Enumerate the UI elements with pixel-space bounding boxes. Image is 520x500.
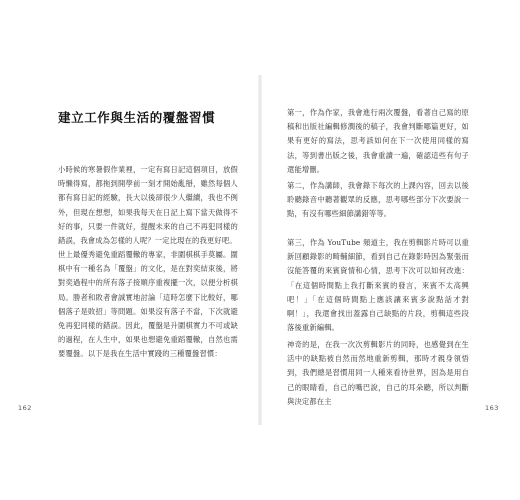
body-paragraph: 第三，作為 YouTube 頻道主，我在剪輯影片時可以重新回顧錄影的畸輔細節，看到自己在錄影時因為緊張而沒能答覆的來賓資情和心情，思考下次可以如何改進：「在這個時間點上我打斷來賓的發言，來賓不太高興吧！」「在這個時間點上應該讓來賓多說點話才對啊！」，我還會找出蓋露自己缺點的片段，剪輯這些段落後重新編輯。 [287,238,469,333]
body-paragraph: 第一，作為作家，我會進行兩次覆盤，看著自己寫的原稿和出版社編輯修潤後的稿子，我會判斷哪篇更好，如果有更好的寫法，思考該如何在下一次使用同樣的寫法，等到書出版之後，我會重讀一遍，確認這些有句子還能增刪。 [287,108,469,174]
body-paragraph: 世上最優秀避免重蹈覆轍的專家，非圍棋棋手莫屬。圍棋中有一種名為「覆盤」的文化，是在對奕結束後，將對奕過程中的所有落子接順序重複擺一次，以便分析棋局。勝者和敗者會誠實地討論「這時怎麼下比較好，哪個落子是敗招」等問題。如果沒有落子不當，下次就避免再犯同樣的錯誤。因此，覆盤是升圍棋實力不可或缺的過程，在人生中，如果也想避免重蹈覆轍，自然也需要覆盤。以下是我在生活中實踐的三種覆盤習慣： [58,250,238,359]
page-number-left: 162 [18,404,32,412]
page-number-right: 163 [485,404,499,412]
body-paragraph: 神奇的是，在我一次次剪輯影片的同時，也感覺到在生活中的缺點被自然而然地重新剪輯，那時才親身領悟到，我們總是習慣用同一人種來看待世界，因為是用自己的眼睛看，自己的嘴巴說，自己的耳朵聽，所以判斷與決定都在主 [287,340,469,406]
book-gutter [258,75,262,425]
chapter-heading: 建立工作與生活的覆盤習慣 [58,110,216,125]
body-paragraph: 第二，作為講師，我會錄下每次的上課內容，回去以後聆聽錄音中聽著觀眾的反應，思考哪些部分下次要說一點，有沒有哪些細節講錯等等。 [287,181,469,219]
body-paragraph: 小時候的寒暑假作業裡，一定有寫日記這個項目，放假時懶得寫，都拖到開學前一刻才開始亂掰，雖然每個人都有寫日記的經驗，長大以後卻很少人繼續，我也不例外，但現在想想，如果我每天在日記上寫下當天做得不好的事，只要一件就好，提醒未來的自己不再犯同樣的錯誤，我會成為怎樣的人呢？一定比現在的我更好吧。 [58,165,238,246]
